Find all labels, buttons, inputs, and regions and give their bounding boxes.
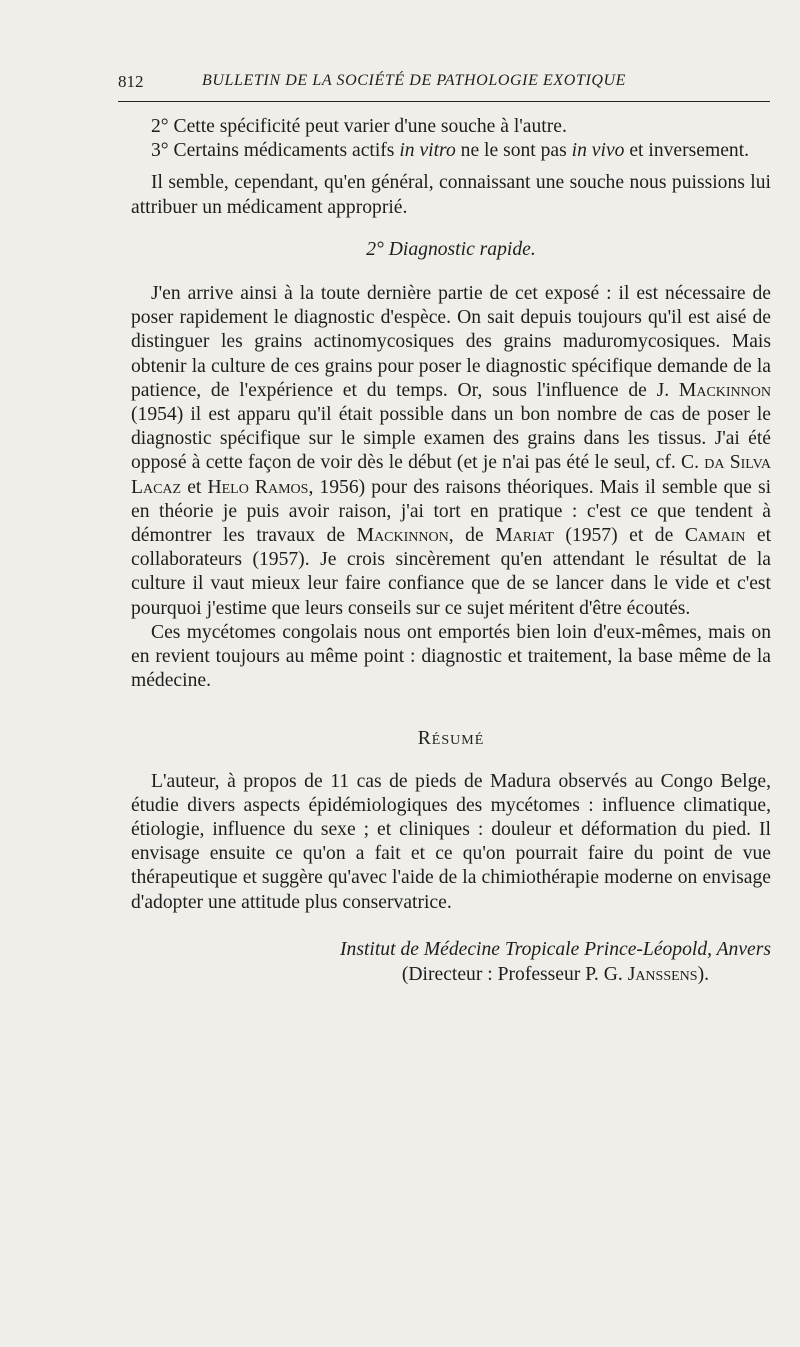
- text-run: ne le sont pas: [455, 140, 572, 162]
- author-name: Mariat: [495, 525, 554, 547]
- text-run: 3° Certains médicaments actifs: [151, 140, 400, 162]
- resume-heading: Résumé: [417, 728, 485, 750]
- resume-paragraph: L'auteur, à propos de 11 cas de pieds de Madura observés au Congo Belge, étudie divers aspects épidémiologiques des mycétomes : influence climatique, étiologie, influence du sexe ; et cliniques : douleur et déformation du pied. Il envisage ensuite ce qu'on a fait et ce qu'on pourrait faire du point de vue thérapeutique et suggère qu'avec l'aide de la chimiothérapie moderne on envisage d'adopter une attitude plus conservatrice.: [131, 770, 771, 913]
- text-run: et collaborateurs (1957). Je crois sincèrement qu'en attendant le résultat de la culture il vaut mieux leur faire confiance que de se lancer dans le vide et c'est pourquoi j'estime que leurs conseils sur ce sujet méritent d'être écoutés.: [131, 525, 772, 619]
- page-header: [118, 72, 770, 102]
- running-title: BULLETIN DE LA SOCIÉTÉ DE PATHOLOGIE EXOTIQUE: [202, 72, 627, 89]
- text-run: (1954) il est apparu qu'il était possible dans un bon nombre de cas de poser le diagnostic spécifique sur le simple examen des grains dans les tissus. J'ai été opposé à cette façon de voir dès le début (et je n'ai pas été le seul, cf. C.: [131, 404, 771, 474]
- institute-name: Institut de Médecine Tropicale Prince-Léopold, Anvers: [340, 938, 771, 960]
- text-run: et: [181, 476, 208, 498]
- page-number: 812: [118, 72, 144, 91]
- paragraph-congolais: Ces mycétomes congolais nous ont emportés bien loin d'eux-mêmes, mais on en revient toujours au même point : diagnostic et traitement, la base même de la médecine.: [131, 621, 771, 692]
- section-subheading: 2° Diagnostic rapide.: [366, 238, 536, 260]
- author-name: da Silva Lacaz: [131, 452, 771, 498]
- affiliation-line-2: [131, 963, 771, 987]
- text-run: J'en arrive ainsi à la toute dernière partie de cet exposé : il est nécessaire de poser rapidement le diagnostic d'espèce. On sait depuis toujours qu'il est aisé de distinguer les grains actinomycosiques des grains maduromycosiques. Mais obtenir la culture de ces grains pour poser le diagnostic spécifique demande de la patience, de l'expérience et du temps. Or, sous l'influence de J.: [131, 283, 771, 401]
- paragraph-semble: Il semble, cependant, qu'en général, connaissant une souche nous puissions lui attribuer un médicament approprié.: [131, 172, 771, 218]
- header-rule: [118, 101, 770, 102]
- affiliation-line-1: [131, 937, 771, 963]
- text-run: (1957) et de: [553, 525, 685, 547]
- text-run: et inversement.: [624, 140, 750, 162]
- paragraph-diagnostic: [131, 282, 771, 621]
- article-body: [131, 115, 771, 987]
- italic-term: in vivo: [571, 140, 625, 162]
- text-run: (Directeur : Professeur P. G.: [401, 963, 628, 985]
- italic-term: in vitro: [399, 140, 456, 162]
- director-name: Janssens: [627, 963, 698, 985]
- author-name: Helo Ramos: [207, 476, 309, 498]
- text-run: , de: [448, 525, 496, 547]
- list-item-2: 2° Cette spécificité peut varier d'une souche à l'autre.: [151, 116, 567, 137]
- list-item-3: [131, 139, 771, 163]
- text-run: , 1956) pour des raisons théoriques. Mais il semble que si en théorie je puis avoir raison, j'ai tort en pratique : c'est ce que tendent à démontrer les travaux de: [131, 476, 772, 547]
- text-run: ).: [697, 963, 709, 985]
- author-name: Camain: [684, 525, 746, 547]
- author-name: Mackinnon: [678, 379, 771, 401]
- author-name: Mackinnon: [356, 525, 449, 547]
